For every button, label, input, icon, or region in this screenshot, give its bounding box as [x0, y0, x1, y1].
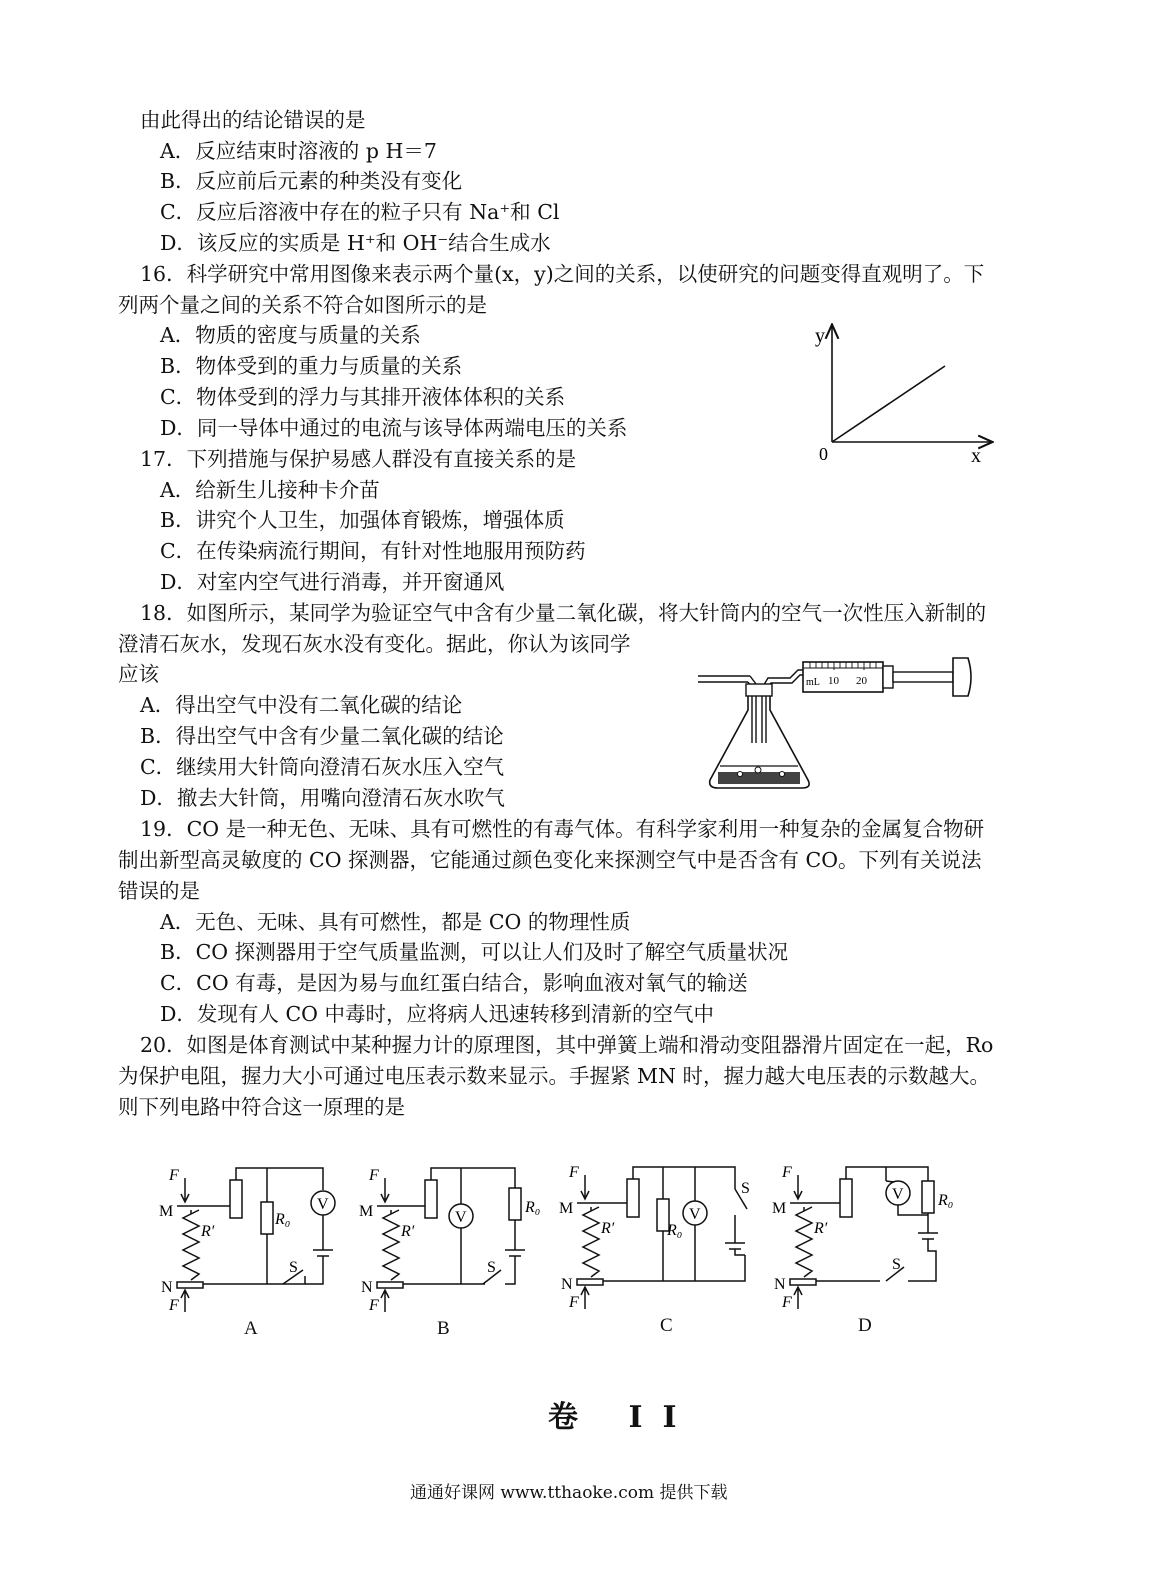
- terminal-m: M: [159, 1203, 174, 1220]
- voltmeter-label: V: [455, 1209, 467, 1226]
- switch-label: S: [289, 1259, 298, 1276]
- circuit-a: [155, 1158, 345, 1318]
- q20-stem-line2: 为保护电阻，握力大小可通过电压表示数来显示。手握紧 MN 时，握力越大电压表的示数越大。: [118, 1064, 990, 1088]
- terminal-n: N: [361, 1279, 373, 1296]
- q16-option-b: B．物体受到的重力与质量的关系: [160, 354, 463, 378]
- terminal-n: N: [774, 1276, 786, 1293]
- spring: [183, 1210, 199, 1280]
- r0-label: R₀: [275, 1211, 291, 1228]
- switch-label: S: [892, 1256, 901, 1273]
- q16-stem-line1: 16．科学研究中常用图像来表示两个量(x，y)之间的关系，以使研究的问题变得直观明了。下: [140, 262, 985, 286]
- q19-stem-line1: 19．CO 是一种无色、无味、具有可燃性的有毒气体。有科学家利用一种复杂的金属复合物研: [140, 817, 985, 841]
- caption-d: D: [858, 1315, 872, 1336]
- q19-option-c: C．CO 有毒，是因为易与血红蛋白结合，影响血液对氧气的输送: [160, 971, 748, 995]
- q15-option-d: D．该反应的实质是 H⁺和 OH⁻结合生成水: [160, 231, 551, 255]
- switch-label: S: [487, 1259, 496, 1276]
- slider-rheostat: [425, 1180, 437, 1218]
- q18-option-d: D．撤去大针筒，用嘴向澄清石灰水吹气: [140, 786, 505, 810]
- q18-stem-line2: 澄清石灰水，发现石灰水没有变化。据此，你认为该同学: [118, 632, 631, 656]
- syringe-plunger-seal: [883, 666, 893, 688]
- r0-label: R₀: [667, 1222, 683, 1239]
- r0-label: R₀: [525, 1199, 541, 1216]
- q18-option-c: C．继续用大针筒向澄清石灰水压入空气: [140, 755, 505, 779]
- q20-stem-line3: 则下列电路中符合这一原理的是: [118, 1095, 405, 1119]
- q19-stem-line3: 错误的是: [118, 879, 200, 903]
- q16-option-a: A．物质的密度与质量的关系: [160, 323, 421, 347]
- resistor-r0: [922, 1181, 934, 1213]
- resistor-r0: [509, 1188, 521, 1220]
- r-prime-label: R′: [201, 1223, 215, 1240]
- q16-option-c: C．物体受到的浮力与其排开液体体积的关系: [160, 385, 566, 409]
- force-label-bottom: F: [169, 1297, 179, 1314]
- slider-rheostat: [840, 1179, 852, 1217]
- voltmeter-label: V: [689, 1206, 701, 1223]
- caption-b: B: [437, 1318, 450, 1339]
- force-label-bottom: F: [369, 1297, 379, 1314]
- q18-option-a: A．得出空气中没有二氧化碳的结论: [140, 693, 463, 717]
- caption-c: C: [660, 1315, 673, 1336]
- terminal-n: N: [161, 1279, 173, 1296]
- q18-option-b: B．得出空气中含有少量二氧化碳的结论: [140, 724, 504, 748]
- terminal-m: M: [559, 1200, 574, 1217]
- q17-option-a: A．给新生儿接种卡介苗: [160, 478, 380, 502]
- syringe-plunger-head: [953, 658, 971, 696]
- rubber-stopper: [746, 684, 772, 696]
- x-axis-label: x: [971, 445, 981, 467]
- q16-linear-graph: [805, 318, 1005, 468]
- q18-syringe-apparatus: [690, 648, 990, 798]
- y-axis-label: y: [815, 325, 825, 347]
- outlet-tube: [762, 670, 805, 743]
- q19-stem-line2: 制出新型高灵敏度的 CO 探测器，它能通过颜色变化来探测空气中是否含有 CO。下列有关说法: [118, 848, 982, 872]
- syringe-mark-10: 10: [828, 675, 839, 687]
- q17-option-d: D．对室内空气进行消毒，并开窗通风: [160, 570, 505, 594]
- q18-stem-line3: 应该: [118, 662, 159, 686]
- circuit-c: [555, 1155, 765, 1315]
- terminal-m: M: [772, 1200, 787, 1217]
- r-prime-label: R′: [601, 1220, 615, 1237]
- syringe-unit-label: mL: [806, 677, 820, 688]
- resistor-r0: [261, 1202, 273, 1234]
- q17-stem: 17．下列措施与保护易感人群没有直接关系的是: [140, 447, 577, 471]
- limewater: [718, 772, 800, 784]
- q19-option-d: D．发现有人 CO 中毒时，应将病人迅速转移到清新的空气中: [160, 1002, 714, 1026]
- page-footer: 通通好课网 www.tthaoke.com 提供下载: [410, 1483, 728, 1503]
- q20-stem-line1: 20．如图是体育测试中某种握力计的原理图，其中弹簧上端和滑动变阻器滑片固定在一起，Ro: [140, 1033, 994, 1057]
- q19-option-a: A．无色、无味、具有可燃性，都是 CO 的物理性质: [160, 910, 631, 934]
- section-title: 卷 II: [548, 1400, 697, 1435]
- q18-stem-line1: 18．如图所示，某同学为验证空气中含有少量二氧化碳，将大针筒内的空气一次性压入新制的: [140, 601, 987, 625]
- q15-option-b: B．反应前后元素的种类没有变化: [160, 169, 463, 193]
- q15-option-c: C．反应后溶液中存在的粒子只有 Na⁺和 Cl: [160, 200, 560, 224]
- q19-option-b: B．CO 探测器用于空气质量监测，可以让人们及时了解空气质量状况: [160, 940, 789, 964]
- caption-a: A: [244, 1318, 258, 1339]
- r-prime-label: R′: [401, 1223, 415, 1240]
- q15-stem: 由此得出的结论错误的是: [140, 108, 366, 132]
- force-label-bottom: F: [569, 1294, 579, 1311]
- proportional-line: [832, 366, 945, 442]
- syringe-mark-20: 20: [856, 675, 867, 687]
- terminal-n: N: [561, 1276, 573, 1293]
- force-label-top: F: [369, 1167, 379, 1184]
- origin-label: 0: [819, 444, 828, 464]
- q15-option-a: A．反应结束时溶液的 p H＝7: [160, 139, 437, 163]
- circuit-b: [355, 1158, 545, 1318]
- force-label-top: F: [782, 1164, 792, 1181]
- force-label-top: F: [569, 1164, 579, 1181]
- slider-rheostat: [627, 1179, 639, 1217]
- terminal-m: M: [359, 1203, 374, 1220]
- slider-rheostat: [230, 1180, 242, 1218]
- q17-option-b: B．讲究个人卫生，加强体育锻炼，增强体质: [160, 508, 565, 532]
- q17-option-c: C．在传染病流行期间，有针对性地服用预防药: [160, 539, 586, 563]
- voltmeter-label: V: [892, 1186, 904, 1203]
- r-prime-label: R′: [814, 1220, 828, 1237]
- syringe-plunger-rod: [893, 672, 953, 682]
- q16-stem-line2: 列两个量之间的关系不符合如图所示的是: [118, 293, 487, 317]
- force-label-bottom: F: [782, 1294, 792, 1311]
- q16-option-d: D．同一导体中通过的电流与该导体两端电压的关系: [160, 416, 628, 440]
- voltmeter-label: V: [317, 1196, 329, 1213]
- r0-label: R₀: [938, 1192, 954, 1209]
- force-label-top: F: [169, 1167, 179, 1184]
- switch-label: S: [741, 1180, 750, 1197]
- circuit-d: [768, 1155, 968, 1315]
